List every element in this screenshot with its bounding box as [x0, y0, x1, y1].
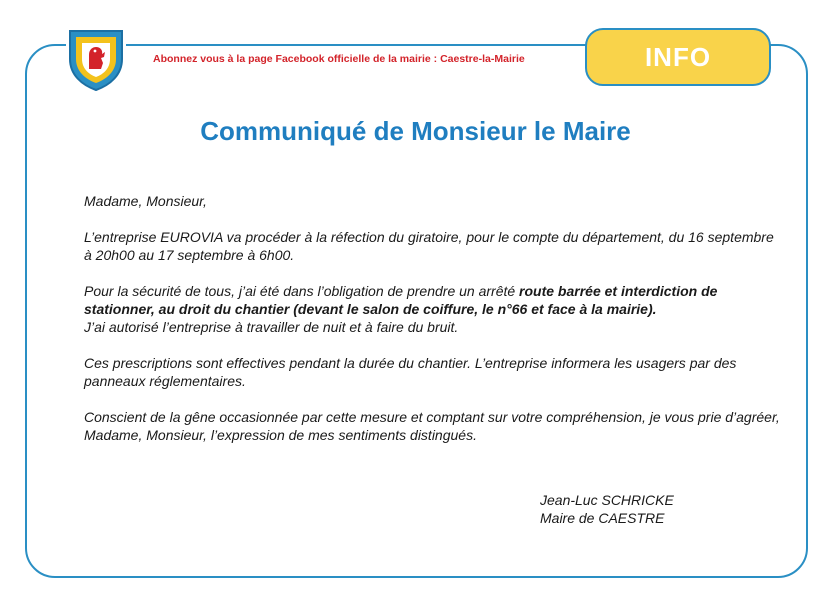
signature-name: Jean-Luc SCHRICKE: [540, 492, 674, 508]
info-badge-label: INFO: [644, 41, 712, 72]
signature-role: Maire de CAESTRE: [540, 510, 665, 526]
crest-icon: [66, 27, 126, 93]
letter-greeting: Madame, Monsieur,: [84, 193, 207, 209]
letter-paragraph-2: [84, 282, 784, 336]
letter-paragraph-2-bold: route barrée et interdiction de stationner, au droit du chantier (devant le salon de coiffure, le n°66 et face à la mairie).: [84, 283, 718, 317]
info-badge: [585, 28, 771, 86]
letter-paragraph-4: Conscient de la gêne occasionnée par cette mesure et comptant sur votre compréhension, je vous prie d’agréer, Madame, Monsieur, l’expression de mes sentiments distingués.: [84, 409, 780, 443]
signature-block: [540, 491, 674, 527]
letter-paragraph-1: L’entreprise EUROVIA va procéder à la réfection du giratoire, pour le compte du département, du 16 septembre à 20h00 au 17 septembre à 6h00.: [84, 229, 774, 263]
letter-paragraph-3: Ces prescriptions sont effectives pendant la durée du chantier. L’entreprise informera les usagers par des panneaux réglementaires.: [84, 355, 737, 389]
facebook-notice: Abonnez vous à la page Facebook officielle de la mairie : Caestre-la-Mairie: [149, 53, 529, 65]
letter-paragraph-2-intro: Pour la sécurité de tous, j’ai été dans l’obligation de prendre un arrêté: [84, 283, 520, 299]
letter-paragraph-2-end: J’ai autorisé l’entreprise à travailler de nuit et à faire du bruit.: [84, 319, 459, 335]
page-title: Communiqué de Monsieur le Maire: [200, 116, 631, 146]
letter-body: [84, 192, 784, 462]
